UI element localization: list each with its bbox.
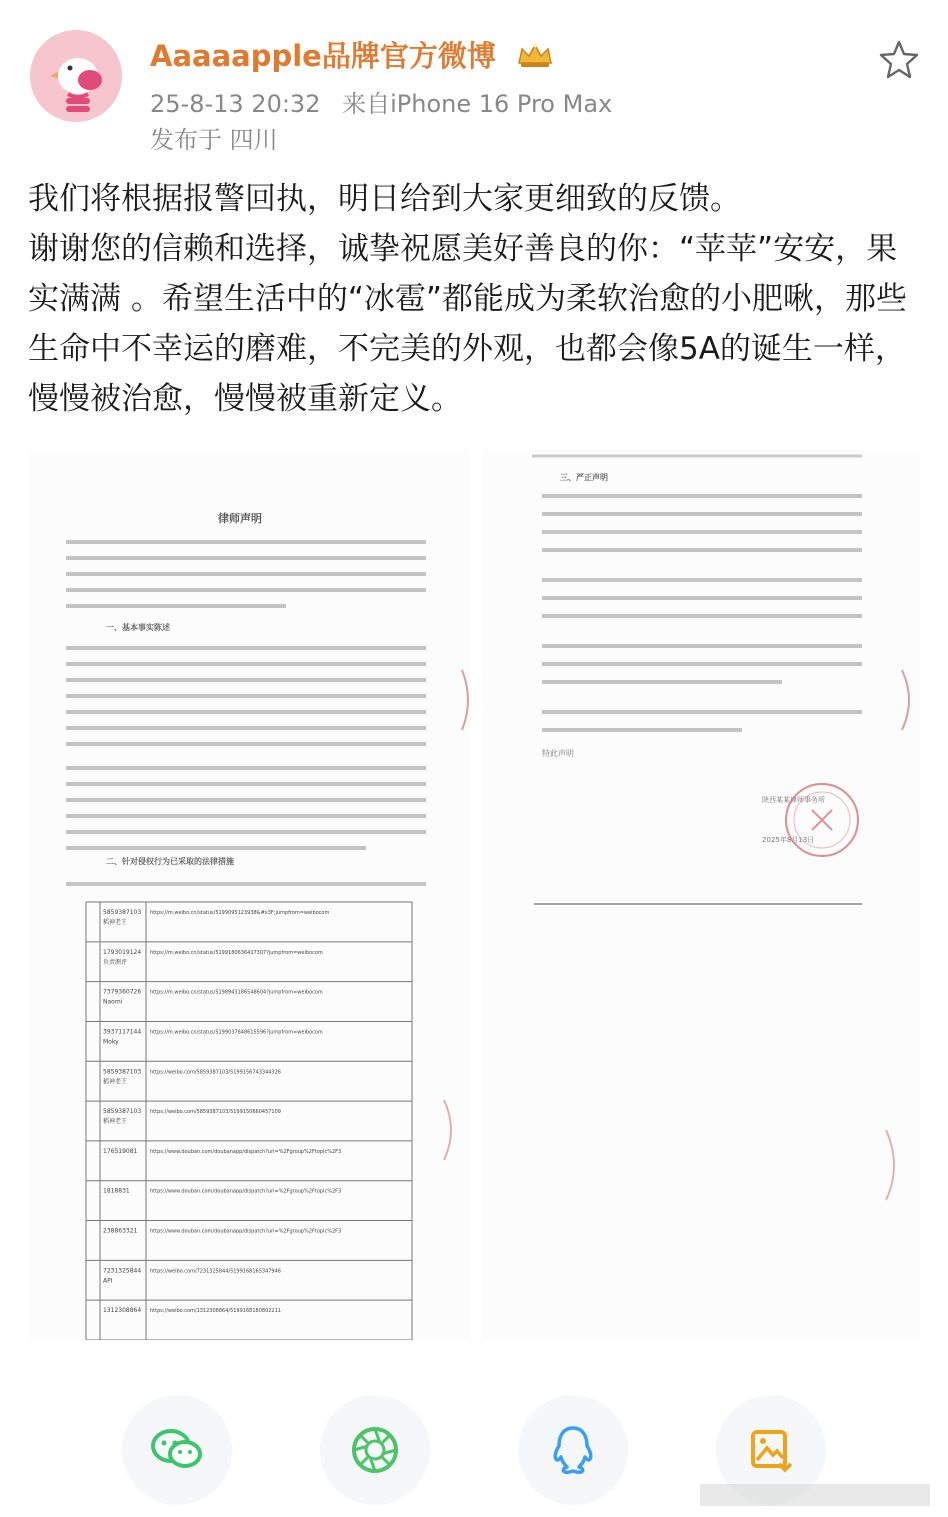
doc-closing: 特此声明 xyxy=(542,749,574,758)
table-cell-name: 稻神老王 xyxy=(103,1118,128,1126)
table-cell-account: 1312308864 xyxy=(103,1307,142,1315)
table-cell-account: 176519081 xyxy=(103,1147,138,1155)
post-meta xyxy=(150,84,612,119)
table-cell-account: 238863321 xyxy=(103,1227,138,1235)
table-cell-name: Moky xyxy=(103,1038,119,1046)
watermark-bar xyxy=(0,1480,948,1513)
bird-icon xyxy=(30,30,122,122)
post-paragraph: 谢谢您的信赖和选择，诚挚祝愿美好善良的你：“苹苹”安安，果实满满 。希望生活中的“冰雹”都能成为柔软治愈的小肥啾，那些生命中不幸运的磨难，不完美的外观，也都会像5A的诞生一样，慢慢被治愈，慢慢被重新定义。 xyxy=(28,231,907,417)
moments-icon xyxy=(350,1425,400,1475)
post-paragraph: 我们将根据报警回执，明日给到大家更细致的反馈。 xyxy=(28,181,741,217)
table-cell-name: 稻神老王 xyxy=(103,1078,128,1086)
table-cell-account: 1793019124 xyxy=(103,948,142,956)
table-cell-url: https://weibo.com/7231325844/5199168165347946 xyxy=(150,1268,281,1275)
doc-date: 2025年8月13日 xyxy=(762,836,815,844)
table-cell-account: 5859387103 xyxy=(103,909,142,916)
doc-signature: 陕西某某律师事务所 xyxy=(762,796,825,804)
source: 来自iPhone 16 Pro Max xyxy=(342,90,613,118)
save-image-icon xyxy=(747,1426,795,1474)
table-cell-account: 3937117144 xyxy=(103,1028,142,1036)
avatar[interactable] xyxy=(30,30,122,122)
wechat-icon xyxy=(149,1426,205,1474)
table-cell-url: https://www.douban.com/doubanapp/dispatch?uri=%2Fgroup%2Ftopic%2F3 xyxy=(150,1148,342,1155)
table-cell-url: https://weibo.com/5859387103/5199150660457109 xyxy=(150,1109,281,1116)
lawyer-statement-image-right[interactable] xyxy=(482,450,920,1340)
table-cell-url: https://www.douban.com/doubanapp/dispatch?uri=%2Fgroup%2Ftopic%2F3 xyxy=(150,1188,342,1195)
doc-section-heading: 二、针对侵权行为已采取的法律措施 xyxy=(106,857,234,866)
post-header xyxy=(0,0,948,170)
table-cell-account: 5859387103 xyxy=(103,1068,142,1076)
table-cell-url: https://m.weibo.cn/status/5199095123938&#x3F;jumpfrom=weibocom xyxy=(150,910,330,916)
timestamp: 25-8-13 20:32 xyxy=(150,90,321,118)
table-cell-account: 7231325844 xyxy=(103,1267,142,1275)
table-cell-account: 5859387103 xyxy=(103,1108,142,1116)
table-cell-url: https://m.weibo.cn/status/5199037648615596?jumpfrom=weibocom xyxy=(150,1029,323,1036)
qq-icon xyxy=(549,1424,597,1476)
vip-crown-icon xyxy=(516,41,554,76)
doc-section-heading: 三、严正声明 xyxy=(560,473,608,482)
doc-section-heading: 一、基本事实陈述 xyxy=(106,623,170,632)
lawyer-statement-image-left[interactable] xyxy=(30,450,470,1340)
table-cell-name: Naomi xyxy=(103,998,123,1006)
table-cell-url: https://weibo.com/1312308864/5199168180802211 xyxy=(150,1308,281,1315)
table-cell-name: 负责测评 xyxy=(103,958,128,966)
table-cell-url: https://weibo.com/5859387103/5199156743344326 xyxy=(150,1069,281,1076)
table-cell-url: https://m.weibo.cn/status/5198943186548604?jumpfrom=weibocom xyxy=(150,989,323,996)
table-cell-name: API xyxy=(103,1277,113,1285)
favorite-star-icon[interactable] xyxy=(878,38,920,80)
table-cell-url: https://m.weibo.cn/status/5199180636417307?jumpfrom=weibocom xyxy=(150,949,323,956)
username[interactable]: Aaaaapple品牌官方微博 xyxy=(150,34,554,76)
table-cell-url: https://www.douban.com/doubanapp/dispatch?uri=%2Fgroup%2Ftopic%2F3 xyxy=(150,1228,342,1235)
doc-title: 律师声明 xyxy=(218,512,262,525)
table-cell-account: 1818831 xyxy=(103,1187,130,1195)
table-cell-name: 稻神老王 xyxy=(103,919,128,926)
table-cell-account: 7379360726 xyxy=(103,988,142,996)
location: 发布于 四川 xyxy=(150,126,278,154)
post-body xyxy=(28,174,918,424)
